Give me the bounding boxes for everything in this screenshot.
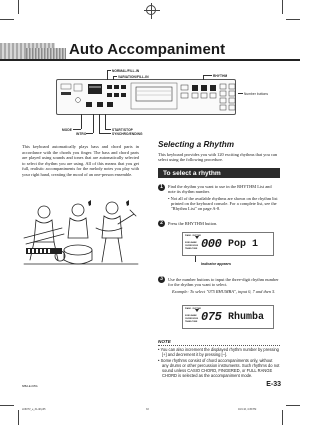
leader-line bbox=[113, 76, 114, 80]
procedure-bar bbox=[158, 168, 280, 178]
step-3-example: Example: To select "075 RHUMBA", input 0, 7 and then 5. bbox=[172, 289, 276, 294]
leader-line bbox=[203, 75, 212, 76]
title-decoration bbox=[26, 48, 66, 59]
slug-timestamp: 04.6.16, 4:45 PM bbox=[238, 408, 257, 411]
lcd-label: CHORD BOOK bbox=[185, 318, 199, 320]
crop-mark bbox=[286, 19, 300, 20]
crop-mark bbox=[0, 405, 14, 406]
slug-page: 33 bbox=[146, 408, 149, 411]
title-band bbox=[0, 40, 300, 60]
keyboard-panel-illustration bbox=[56, 79, 236, 115]
note-item: • You can also increment the displayed rhythm number by pressing [+] and decrement it by pressing [–]. bbox=[158, 347, 279, 357]
callout-mode: MODE bbox=[62, 127, 72, 132]
leader-line bbox=[238, 93, 243, 94]
step-2-text: Press the RHYTHM button. bbox=[168, 221, 218, 226]
callout-normal-fill-in: NORMAL/FILL-IN bbox=[112, 68, 140, 73]
leader-line bbox=[93, 114, 94, 133]
leader-line bbox=[99, 133, 111, 134]
step-1-bullet: • Not all of the available rhythms are shown on the rhythm list printed on the keyboard console. For a complete list, see the "Rhythm List" on page A-8. bbox=[168, 196, 278, 212]
note-heading: NOTE bbox=[158, 339, 171, 344]
callout-synchro-ending: SYNCHRO/ENDING bbox=[112, 131, 143, 136]
leader-line bbox=[105, 129, 111, 130]
lcd-indicator-mark bbox=[195, 236, 199, 239]
leader-line bbox=[86, 133, 93, 134]
intro-paragraph: This keyboard automatically plays bass and chord parts in accordance with the chords you finger. The bass and chord parts are played using sounds and tones that are automatically selected to select the rhythm you are using. All of this means that you get full, realistic accompaniments for the melody notes you play with your right hand, creating the mood of an one-person ensemble. bbox=[22, 144, 139, 177]
panel-drawing bbox=[57, 80, 237, 116]
leader-line bbox=[203, 75, 204, 80]
lcd-label: TRANS·TUNE bbox=[185, 248, 198, 250]
section-heading: Selecting a Rhythm bbox=[158, 140, 234, 149]
callout-number-buttons: Number buttons bbox=[244, 91, 269, 96]
lcd-label: SONG BANK bbox=[185, 242, 197, 244]
lcd-rhythm-number: 075 bbox=[201, 310, 222, 324]
leader-line bbox=[73, 129, 81, 130]
callout-intro: INTRO bbox=[76, 131, 87, 136]
note-divider bbox=[158, 345, 280, 346]
crop-mark bbox=[18, 410, 19, 425]
lcd-indicator-mark bbox=[195, 309, 199, 312]
crop-mark bbox=[18, 0, 19, 14]
step-number-2: 2 bbox=[158, 220, 165, 227]
step-number-1: 1 bbox=[158, 184, 165, 191]
leader-line bbox=[107, 70, 108, 80]
lcd-display-selected bbox=[182, 305, 274, 329]
callout-variation-fill-in: VARIATION/FILL-IN bbox=[118, 74, 149, 79]
lcd-label: SONG BANK bbox=[185, 315, 197, 317]
title-rule bbox=[0, 59, 300, 61]
lcd-label: TRANS·TUNE bbox=[185, 321, 198, 323]
lcd-label: PIANO · RHYTHM bbox=[185, 308, 201, 310]
step-1-text: Find the rhythm you want to use in the RHYTHM List and note its rhythm number. bbox=[168, 184, 272, 195]
lcd-rhythm-number: 000 bbox=[201, 237, 222, 251]
callout-start-stop: START/STOP bbox=[112, 127, 133, 132]
procedure-bar-label: To select a rhythm bbox=[163, 169, 221, 177]
crop-mark bbox=[282, 0, 283, 14]
section-intro: This keyboard provides you with 120 exciting rhythms that you can select using the following procedure. bbox=[158, 152, 278, 163]
page-number: E-33 bbox=[266, 381, 281, 388]
note-item: • Some rhythms consist of chord accompaniments only, without any drums or other percussion instruments. Such rhythms do not sound unless CASIO CHORD, FINGERED, or FULL RANGE CHORD is selected as the accompaniment mode. bbox=[158, 358, 280, 378]
step-3-text: Use the number buttons to input the three-digit rhythm number for the rhythm you want to select. bbox=[168, 277, 279, 288]
leader-line bbox=[107, 70, 111, 71]
slug-filename: LK60TV_e_31-48.p65 bbox=[22, 408, 46, 411]
footer-code: 688A-E-035A bbox=[22, 385, 38, 388]
page-title: Auto Accompaniment bbox=[69, 41, 226, 58]
registration-mark bbox=[146, 5, 156, 15]
lcd-label: CHORD BOOK bbox=[185, 245, 199, 247]
leader-line bbox=[105, 114, 106, 129]
leader-line bbox=[99, 114, 100, 133]
crop-mark bbox=[0, 19, 14, 20]
lcd-rhythm-name: Rhumba bbox=[228, 312, 265, 323]
step-number-3: 3 bbox=[158, 276, 165, 283]
lcd-display-initial bbox=[182, 232, 274, 256]
crop-mark bbox=[282, 410, 283, 425]
callout-rhythm: RHYTHM bbox=[213, 73, 228, 78]
lcd-label: PIANO · RHYTHM bbox=[185, 235, 201, 237]
indicator-caption: Indicator appears bbox=[201, 262, 231, 266]
crop-mark bbox=[286, 405, 300, 406]
band-illustration bbox=[22, 198, 140, 278]
lcd-rhythm-name: Pop 1 bbox=[228, 239, 259, 250]
leader-line bbox=[195, 256, 196, 262]
leader-line bbox=[113, 76, 117, 77]
leader-line bbox=[81, 114, 82, 129]
